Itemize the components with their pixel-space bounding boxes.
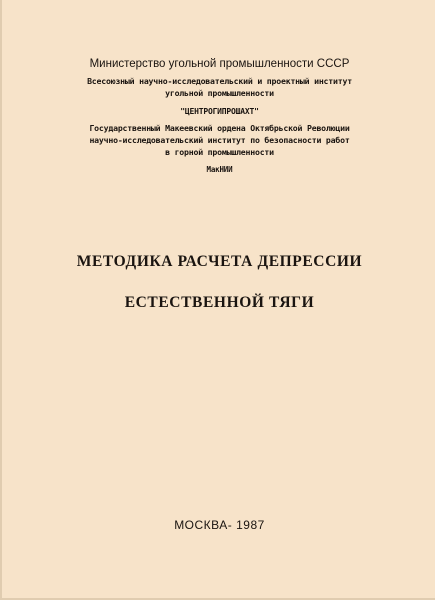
institute-2-name-line-2: научно-исследовательский институт по безопасности работ [89,135,350,145]
document-title-line-1: МЕТОДИКА РАСЧЕТА ДЕПРЕССИИ [76,253,363,270]
institute-1-name-line-1: Всесоюзный научно-исследовательский и проектный институт [87,76,352,86]
ministry-name: Министерство угольной промышленности СССР [89,58,350,70]
institute-1-abbreviation: "ЦЕНТРОГИПРОШАХТ" [180,107,259,116]
document-title-line-2: ЕСТЕСТВЕННОЙ ТЯГИ [124,294,315,311]
institute-2-name-line-1: Государственный Макеевский ордена Октябрьской Революции [89,123,350,133]
institute-1-name-line-2: угольной промышленности [165,88,274,98]
publication-city-year: МОСКВА- 1987 [174,518,265,532]
institute-2-name-line-3: в горной промышленности [165,147,274,157]
institute-2-abbreviation: МакНИИ [206,165,233,174]
